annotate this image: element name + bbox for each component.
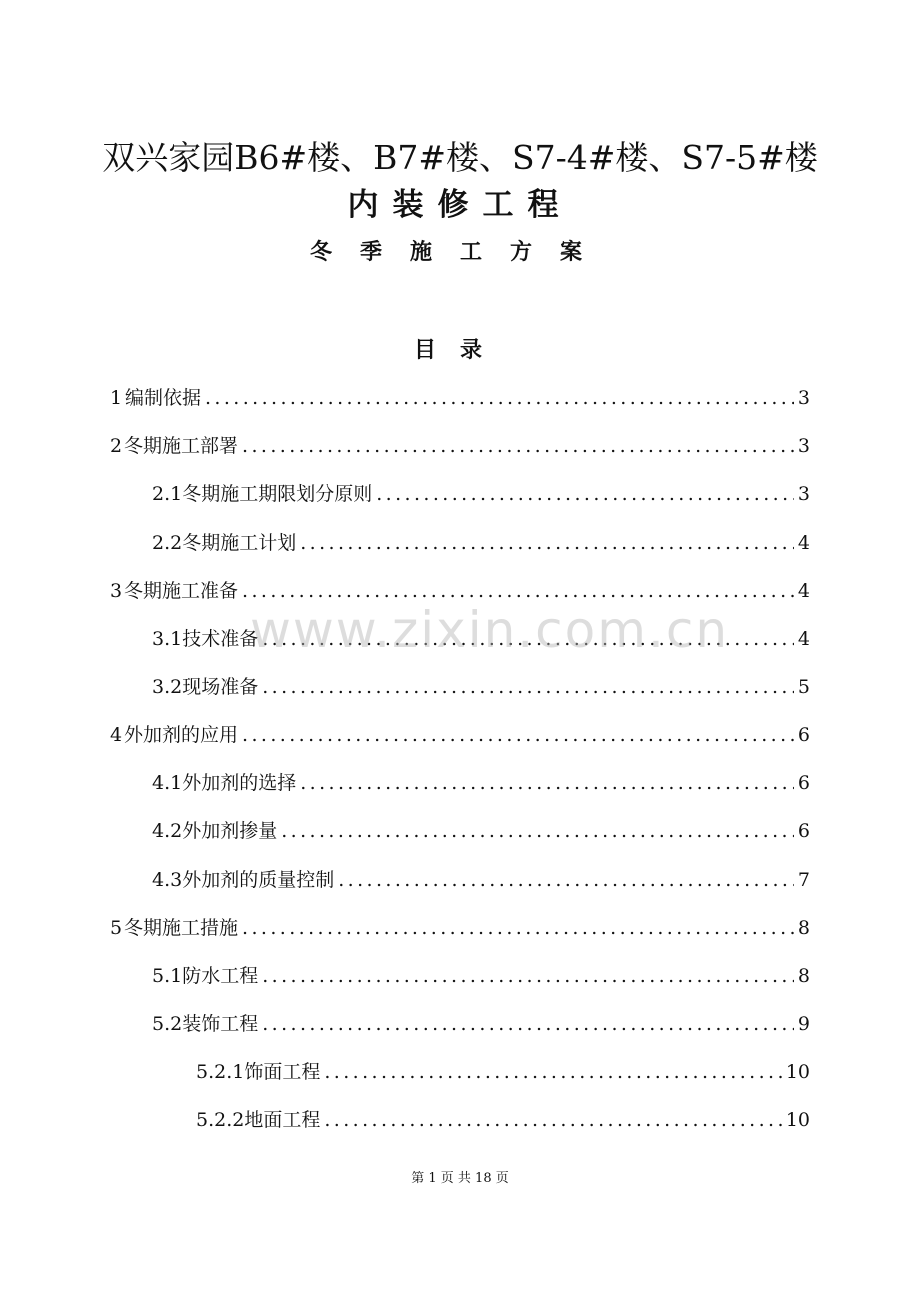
toc-entry-page: 10 <box>785 1061 810 1083</box>
toc-entry-page: 6 <box>797 820 810 842</box>
toc-dot-leader <box>242 915 794 941</box>
toc-entry[interactable] <box>152 674 810 700</box>
toc-entry-page: 4 <box>797 532 810 554</box>
toc-entry-label: 冬期施工措施 <box>124 917 239 939</box>
toc-entry-page: 4 <box>797 580 810 602</box>
toc-entry-label: 外加剂的应用 <box>124 724 239 746</box>
toc-entry-label: 编制依据 <box>124 387 201 409</box>
toc-entry-number: 1 <box>110 387 123 409</box>
title-line-1: 双兴家园B6#楼、B7#楼、S7-4#楼、S7-5#楼 <box>102 138 818 177</box>
toc-dot-leader <box>242 722 794 748</box>
toc-dot-leader <box>262 626 794 652</box>
toc-entry-page: 9 <box>797 1013 810 1035</box>
toc-dot-leader <box>205 385 794 411</box>
toc-dot-leader <box>324 1107 781 1133</box>
toc-entry-page: 10 <box>785 1109 810 1131</box>
toc-dot-leader <box>300 530 794 556</box>
toc-entry-label: 5.2.1饰面工程 <box>196 1061 321 1083</box>
toc-dot-leader <box>262 674 794 700</box>
toc-entry[interactable] <box>152 770 810 796</box>
toc-entry-label: 2.1冬期施工期限划分原则 <box>152 483 373 505</box>
toc-dot-leader <box>242 433 794 459</box>
toc-dot-leader <box>262 963 794 989</box>
toc-dot-leader <box>338 867 794 893</box>
toc-entry[interactable] <box>110 433 810 459</box>
toc-entry-page: 3 <box>797 387 810 409</box>
toc-dot-leader <box>324 1059 781 1085</box>
toc-entry[interactable] <box>196 1107 810 1133</box>
toc-entry[interactable] <box>152 1011 810 1037</box>
toc-entry-label: 4.1外加剂的选择 <box>152 772 297 794</box>
toc-entry[interactable] <box>152 481 810 507</box>
toc-entry-label: 2.2冬期施工计划 <box>152 532 297 554</box>
toc-entry-label: 4.2外加剂掺量 <box>152 820 278 842</box>
toc-entry-page: 3 <box>797 435 810 457</box>
toc-entry-label: 5.2.2地面工程 <box>196 1109 321 1131</box>
toc-dot-leader <box>242 578 794 604</box>
toc-entry-page: 7 <box>797 869 810 891</box>
toc-entry-page: 8 <box>797 965 810 987</box>
page-footer: 第 1 页 共 18 页 <box>411 1171 509 1186</box>
toc-entry-number: 2 <box>110 435 123 457</box>
toc-entry-label: 4.3外加剂的质量控制 <box>152 869 335 891</box>
toc-entry[interactable] <box>196 1059 810 1085</box>
toc-entry[interactable] <box>110 385 810 411</box>
toc-entry[interactable] <box>152 963 810 989</box>
toc-entry-label: 冬期施工部署 <box>124 435 239 457</box>
toc-entry[interactable] <box>110 578 810 604</box>
toc-entry[interactable] <box>152 626 810 652</box>
toc-entry-label: 5.1防水工程 <box>152 965 259 987</box>
toc-entry-page: 5 <box>797 676 810 698</box>
toc-entry-page: 6 <box>797 724 810 746</box>
toc-entry-label: 3.2现场准备 <box>152 676 259 698</box>
toc-entry[interactable] <box>152 530 810 556</box>
toc-entry[interactable] <box>110 915 810 941</box>
toc-entry-number: 3 <box>110 580 123 602</box>
toc-dot-leader <box>281 818 794 844</box>
toc-entry-page: 8 <box>797 917 810 939</box>
title-line-3: 冬季施工方案 <box>309 240 610 265</box>
title-line-2: 内装修工程 <box>347 187 573 223</box>
toc-entry-page: 4 <box>797 628 810 650</box>
toc-heading: 目录 <box>413 338 506 363</box>
toc-entry[interactable] <box>152 867 810 893</box>
toc-entry-page: 6 <box>797 772 810 794</box>
toc-entry-number: 5 <box>110 917 123 939</box>
toc-dot-leader <box>376 481 794 507</box>
watermark: www.zixin.com.cn <box>250 601 730 659</box>
toc-entry[interactable] <box>152 818 810 844</box>
toc-entry-label: 3.1技术准备 <box>152 628 259 650</box>
toc-entry-page: 3 <box>797 483 810 505</box>
toc-dot-leader <box>262 1011 794 1037</box>
toc-entry-label: 冬期施工准备 <box>124 580 239 602</box>
toc-entry[interactable] <box>110 722 810 748</box>
toc-dot-leader <box>300 770 794 796</box>
toc-entry-label: 5.2装饰工程 <box>152 1013 259 1035</box>
toc-entry-number: 4 <box>110 724 123 746</box>
